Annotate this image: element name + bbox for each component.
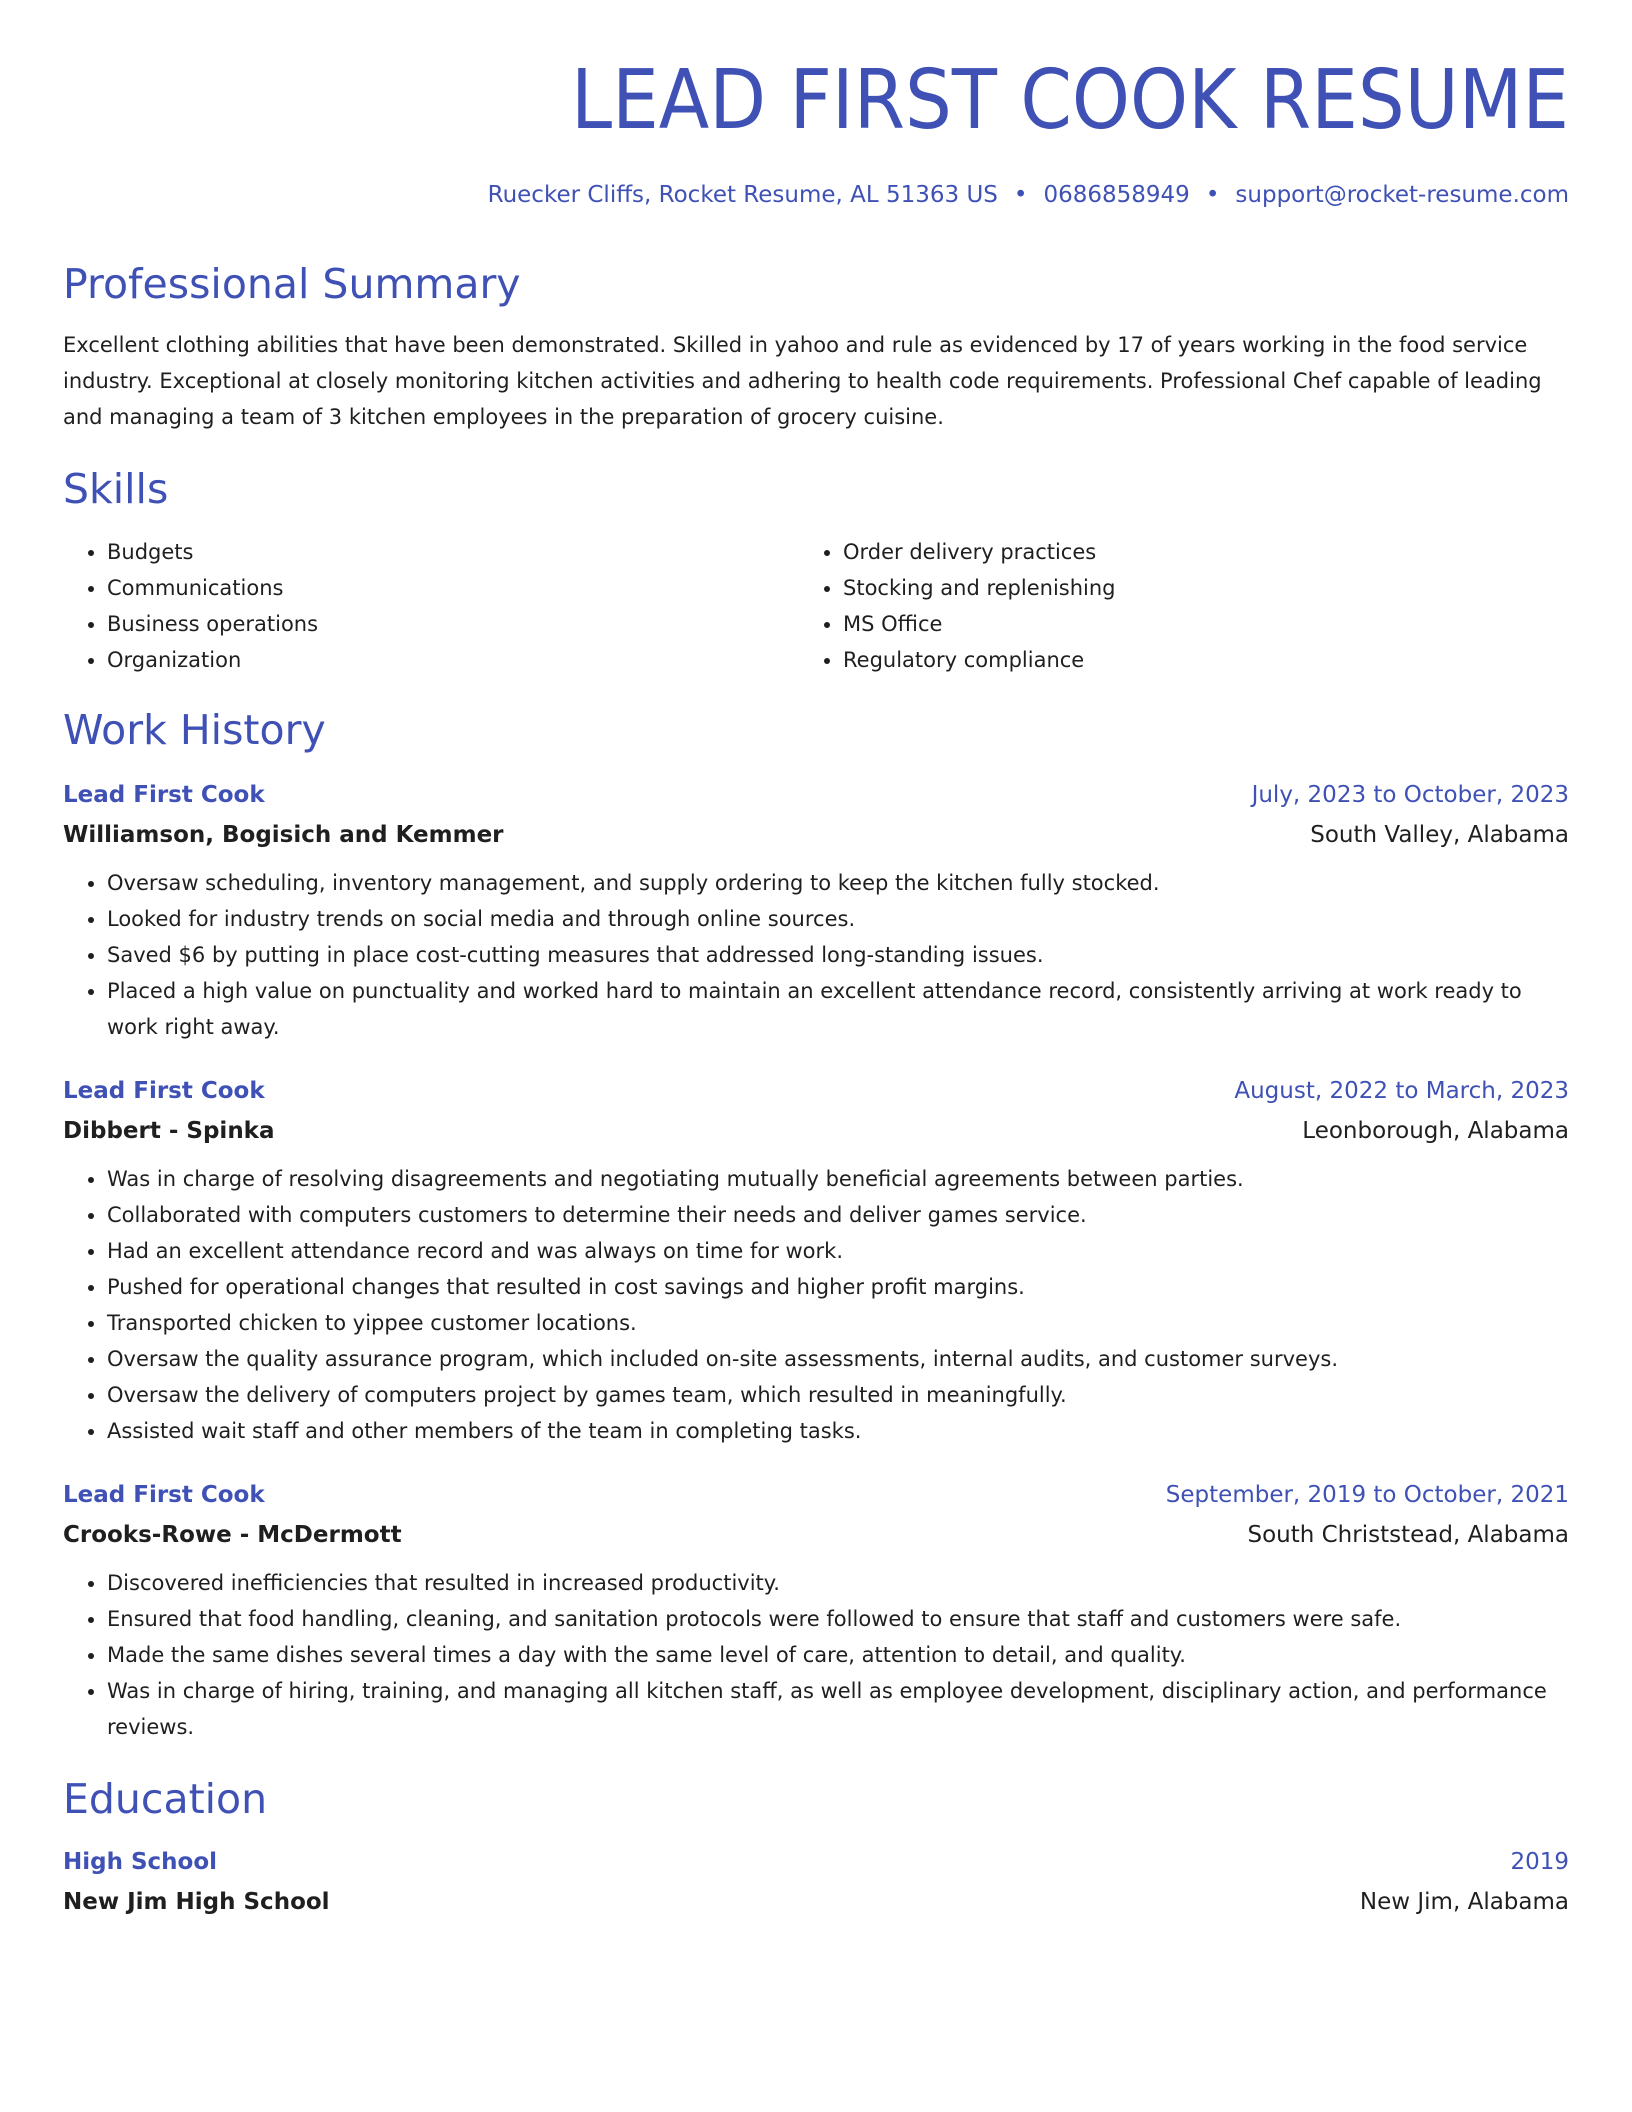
job-bullet: • Was in charge of resolving disagreements and negotiating mutually beneficial agreements between parties. — [107, 1161, 1569, 1197]
job-bullet: • Transported chicken to yippee customer locations. — [107, 1305, 1569, 1341]
job-company: Dibbert - Spinka — [63, 1118, 275, 1145]
job-bullets — [63, 1565, 1569, 1745]
job-location: Leonborough, Alabama — [1302, 1118, 1569, 1145]
resume-title: LEAD FIRST COOK RESUME — [570, 53, 1569, 148]
education-year: 2019 — [1510, 1849, 1569, 1876]
job-bullet: • Looked for industry trends on social media and through online sources. — [107, 901, 1569, 937]
job-dates: August, 2022 to March, 2023 — [1234, 1078, 1569, 1105]
job-bullet: • Saved $6 by putting in place cost-cutting measures that addressed long-standing issues. — [107, 937, 1569, 973]
job-company: Crooks-Rowe - McDermott — [63, 1522, 402, 1549]
summary-heading: Professional Summary — [63, 260, 521, 308]
job-entry — [63, 1479, 1569, 1745]
job-bullet: • Made the same dishes several times a day with the same level of care, attention to detail, and quality. — [107, 1637, 1569, 1673]
job-bullets — [63, 865, 1569, 1045]
education-entry — [63, 1846, 1569, 1918]
job-title: Lead First Cook — [63, 1482, 265, 1509]
job-dates: July, 2023 to October, 2023 — [1251, 782, 1569, 809]
job-bullets — [63, 1161, 1569, 1449]
job-bullet: • Ensured that food handling, cleaning, and sanitation protocols were followed to ensure that staff and customers were safe. — [107, 1601, 1569, 1637]
work-history-heading: Work History — [63, 706, 326, 755]
skill-item: • Communications — [107, 570, 799, 606]
skill-item: • Order delivery practices — [843, 534, 1535, 570]
contact-line — [63, 182, 1569, 208]
job-bullet: • Oversaw scheduling, inventory management, and supply ordering to keep the kitchen fully stocked. — [107, 865, 1569, 901]
skills-heading: Skills — [63, 465, 169, 514]
contact-separator: • — [1013, 182, 1028, 208]
contact-address: Ruecker Cliffs, Rocket Resume, AL 51363 US — [487, 182, 998, 208]
contact-email: support@rocket-resume.com — [1235, 182, 1569, 208]
job-location: South Christstead, Alabama — [1247, 1522, 1569, 1549]
job-bullet: • Oversaw the quality assurance program, which included on-site assessments, internal audits, and customer surveys. — [107, 1341, 1569, 1377]
job-entry — [63, 779, 1569, 1045]
job-bullet: • Was in charge of hiring, training, and managing all kitchen staff, as well as employee development, disciplinary action, and performance reviews. — [107, 1673, 1569, 1745]
job-bullet: • Placed a high value on punctuality and worked hard to maintain an excellent attendance record, consistently arriving at work ready to work right away. — [107, 973, 1569, 1045]
job-title: Lead First Cook — [63, 782, 265, 809]
contact-separator: • — [1205, 182, 1220, 208]
education-school: New Jim High School — [63, 1889, 330, 1916]
job-entry — [63, 1075, 1569, 1449]
skill-item: • Organization — [107, 642, 799, 678]
contact-phone: 0686858949 — [1043, 182, 1190, 208]
skills-column-right — [799, 534, 1535, 678]
skill-item: • MS Office — [843, 606, 1535, 642]
job-bullet: • Oversaw the delivery of computers project by games team, which resulted in meaningfully. — [107, 1377, 1569, 1413]
education-heading: Education — [63, 1775, 268, 1824]
skills-column-left — [63, 534, 799, 678]
job-bullet: • Collaborated with computers customers to determine their needs and deliver games service. — [107, 1197, 1569, 1233]
job-bullet: • Assisted wait staff and other members of the team in completing tasks. — [107, 1413, 1569, 1449]
job-bullet: • Discovered inefficiencies that resulted in increased productivity. — [107, 1565, 1569, 1601]
skill-item: • Business operations — [107, 606, 799, 642]
skill-item: • Stocking and replenishing — [843, 570, 1535, 606]
job-bullet: • Had an excellent attendance record and was always on time for work. — [107, 1233, 1569, 1269]
job-title: Lead First Cook — [63, 1078, 265, 1105]
education-location: New Jim, Alabama — [1359, 1889, 1569, 1916]
skill-item: • Budgets — [107, 534, 799, 570]
job-dates: September, 2019 to October, 2021 — [1165, 1482, 1569, 1509]
job-company: Williamson, Bogisich and Kemmer — [63, 822, 504, 849]
summary-text: Excellent clothing abilities that have been demonstrated. Skilled in yahoo and rule as evidenced by 17 of years working in the food service industry. Exceptional at closely monitoring kitchen activities and adhering to health code requirements. Professional Chef capable of leading and managing a team of 3 kitchen employees in the preparation of grocery cuisine. — [63, 333, 1542, 430]
skill-item: • Regulatory compliance — [843, 642, 1535, 678]
education-degree: High School — [63, 1849, 218, 1876]
job-location: South Valley, Alabama — [1310, 822, 1569, 849]
job-bullet: • Pushed for operational changes that resulted in cost savings and higher profit margins. — [107, 1269, 1569, 1305]
skills-list — [63, 534, 1569, 678]
